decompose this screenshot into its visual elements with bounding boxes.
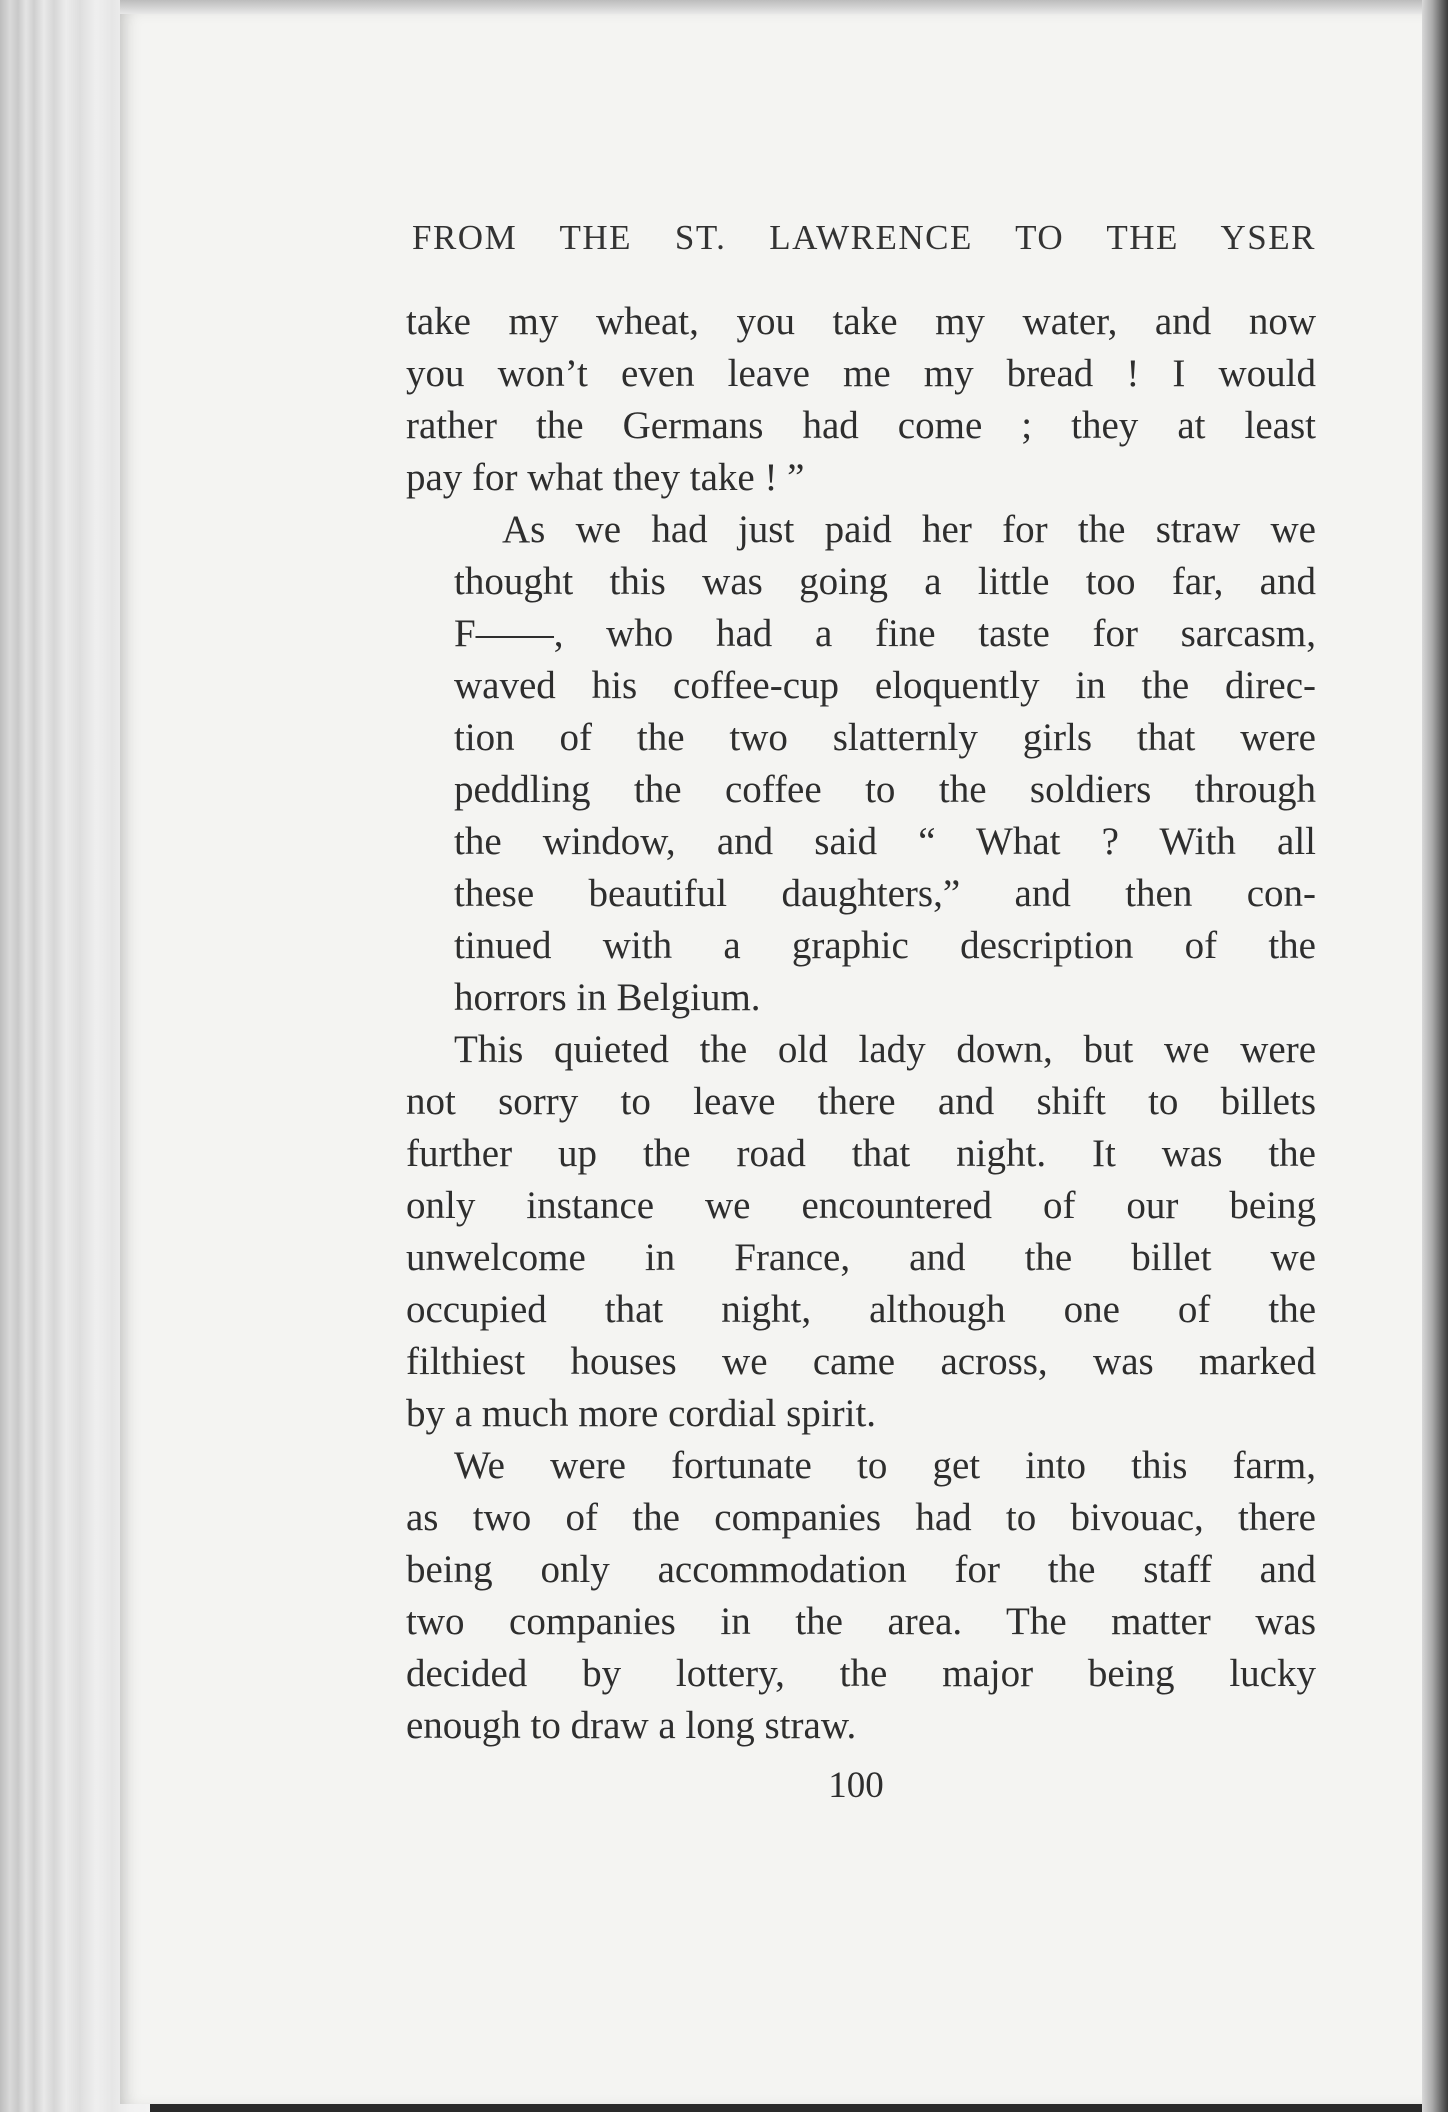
text-line: As we had just paid her for the straw we xyxy=(502,508,1316,551)
text-line: further up the road that night. It was the xyxy=(406,1132,1316,1175)
text-line: peddling the coffee to the soldiers through xyxy=(454,768,1316,811)
text-line: filthiest houses we came across, was marked xyxy=(406,1340,1316,1383)
text-line: We were fortunate to get into this farm, xyxy=(454,1444,1316,1487)
text-line: by a much more cordial spirit. xyxy=(406,1392,877,1435)
text-line: enough to draw a long straw. xyxy=(406,1704,857,1747)
text-line: tion of the two slatternly girls that were xyxy=(454,716,1316,759)
text-line: This quieted the old lady down, but we were xyxy=(454,1028,1316,1071)
paragraph-2 xyxy=(406,504,1316,1024)
text-line: F——, who had a fine taste for sarcasm, xyxy=(454,612,1316,655)
text-line: as two of the companies had to bivouac, there xyxy=(406,1496,1316,1539)
text-line: thought this was going a little too far, and xyxy=(454,560,1316,603)
text-line: tinued with a graphic description of the xyxy=(454,924,1316,967)
running-head: FROM THE ST. LAWRENCE TO THE YSER xyxy=(412,218,1316,257)
text-line: you won’t even leave me my bread ! I would xyxy=(406,352,1316,395)
text-line: only instance we encountered of our being xyxy=(406,1184,1316,1227)
top-page-edge xyxy=(120,0,1422,14)
text-line: pay for what they take ! ” xyxy=(406,456,805,499)
text-line: the window, and said “ What ? With all xyxy=(454,820,1316,863)
body-text xyxy=(406,296,1316,1752)
text-line: being only accommodation for the staff and xyxy=(406,1548,1316,1591)
text-line: decided by lottery, the major being lucky xyxy=(406,1652,1316,1695)
text-line: rather the Germans had come ; they at least xyxy=(406,404,1316,447)
text-line: not sorry to leave there and shift to billets xyxy=(406,1080,1316,1123)
text-line: horrors in Belgium. xyxy=(454,976,761,1019)
text-line: these beautiful daughters,” and then con- xyxy=(454,872,1316,915)
paragraph-4 xyxy=(406,1440,1316,1752)
text-line: occupied that night, although one of the xyxy=(406,1288,1316,1331)
paragraph-1 xyxy=(406,296,1316,504)
text-line: unwelcome in France, and the billet we xyxy=(406,1236,1316,1279)
text-line: waved his coffee-cup eloquently in the direc- xyxy=(454,664,1316,707)
paragraph-3 xyxy=(406,1024,1316,1440)
text-line: two companies in the area. The matter was xyxy=(406,1600,1316,1643)
page-number: 100 xyxy=(828,1765,884,1806)
text-line: take my wheat, you take my water, and now xyxy=(406,300,1316,343)
